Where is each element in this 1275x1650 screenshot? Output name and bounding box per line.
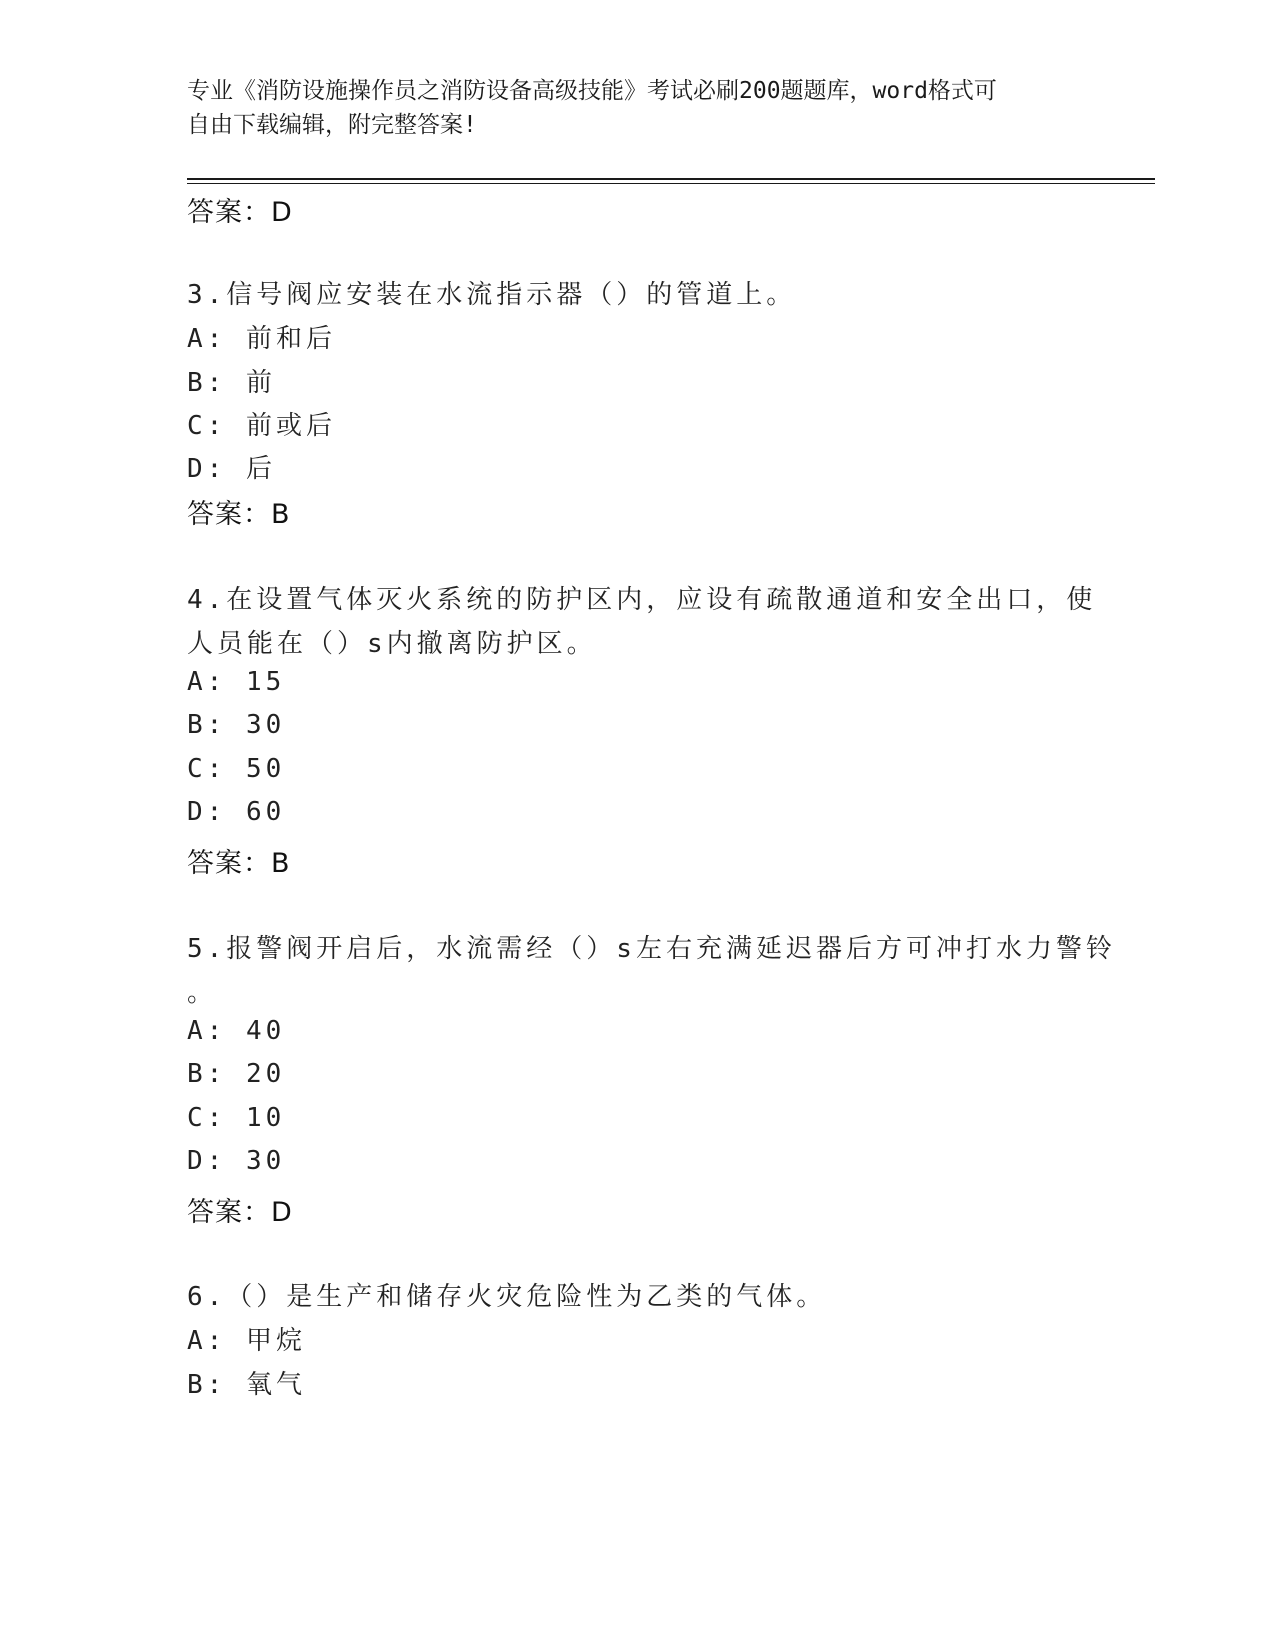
question-4-option-d: D: 60 [187, 797, 286, 827]
question-5-option-b: B: 20 [187, 1059, 286, 1089]
question-3-option-c: C: 前或后 [187, 411, 336, 441]
question-3-option-a: A: 前和后 [187, 324, 336, 354]
header-line-1: 专业《消防设施操作员之消防设备高级技能》考试必刷200题题库，word格式可 [187, 78, 997, 104]
question-4-option-b: B: 30 [187, 710, 286, 740]
question-5-option-d: D: 30 [187, 1146, 286, 1176]
header-divider-thin [187, 183, 1155, 184]
question-4-stem-line-1: 4.在设置气体灭火系统的防护区内，应设有疏散通道和安全出口，使 [187, 585, 1097, 615]
answer-previous: 答案：D [187, 197, 293, 228]
header-line-2: 自由下载编辑，附完整答案! [187, 112, 477, 138]
question-6-stem: 6.（）是生产和储存火灾危险性为乙类的气体。 [187, 1282, 827, 1312]
question-4-stem-line-2: 人员能在（）s内撤离防护区。 [187, 629, 597, 659]
question-5-option-a: A: 40 [187, 1016, 286, 1046]
question-4-option-c: C: 50 [187, 754, 286, 784]
header-divider-thick [187, 178, 1155, 180]
question-3-option-d: D: 后 [187, 454, 276, 484]
question-3-stem: 3.信号阀应安装在水流指示器（）的管道上。 [187, 280, 797, 310]
document-header [187, 74, 1087, 142]
question-3-answer: 答案：B [187, 499, 291, 530]
question-6-option-b: B: 氧气 [187, 1370, 306, 1400]
question-6-option-a: A: 甲烷 [187, 1326, 306, 1356]
question-5-option-c: C: 10 [187, 1103, 286, 1133]
question-4-answer: 答案：B [187, 848, 291, 879]
question-5-stem-line-1: 5.报警阀开启后，水流需经（）s左右充满延迟器后方可冲打水力警铃 [187, 934, 1116, 964]
question-4-option-a: A: 15 [187, 667, 286, 697]
question-5-stem-line-2: 。 [187, 978, 218, 1008]
question-5-answer: 答案：D [187, 1197, 293, 1228]
question-3-option-b: B: 前 [187, 368, 276, 398]
